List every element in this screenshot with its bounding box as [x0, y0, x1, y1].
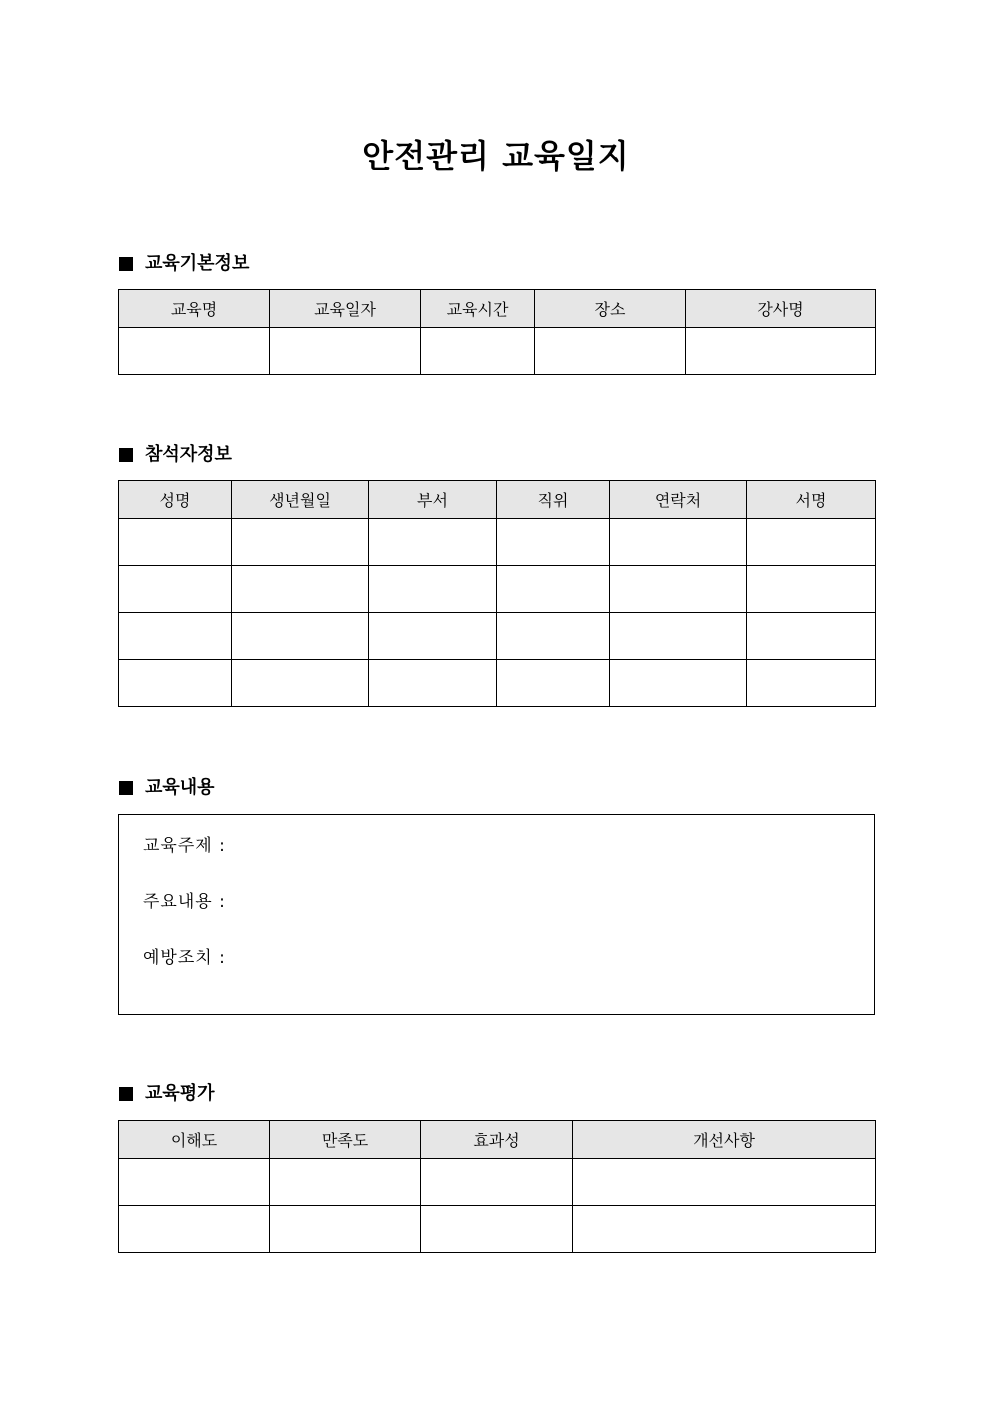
- column-header: 이해도: [119, 1121, 270, 1159]
- table-cell[interactable]: [232, 519, 369, 566]
- table-cell[interactable]: [369, 660, 497, 707]
- attendees-table: [118, 480, 876, 707]
- basic-info-table: [118, 289, 876, 375]
- section-heading-label: 교육평가: [145, 1083, 215, 1104]
- table-cell[interactable]: [747, 613, 876, 660]
- content-line-topic: 교육주제 :: [143, 836, 226, 856]
- evaluation-table: [118, 1120, 876, 1253]
- table-row: [119, 328, 876, 375]
- table-cell[interactable]: [610, 660, 747, 707]
- table-cell[interactable]: [369, 566, 497, 613]
- black-square-icon: [119, 257, 133, 271]
- table-cell[interactable]: [421, 1206, 573, 1253]
- table-cell[interactable]: [119, 519, 232, 566]
- table-cell[interactable]: [119, 566, 232, 613]
- table-cell[interactable]: [270, 1159, 421, 1206]
- black-square-icon: [119, 1087, 133, 1101]
- table-cell[interactable]: [119, 660, 232, 707]
- table-cell[interactable]: [369, 519, 497, 566]
- table-cell[interactable]: [610, 519, 747, 566]
- column-header: 효과성: [421, 1121, 573, 1159]
- table-cell[interactable]: [119, 1206, 270, 1253]
- table-cell[interactable]: [497, 566, 610, 613]
- table-cell[interactable]: [119, 328, 270, 375]
- table-cell[interactable]: [270, 328, 421, 375]
- table-cell[interactable]: [421, 1159, 573, 1206]
- table-cell[interactable]: [747, 519, 876, 566]
- column-header: 교육명: [119, 290, 270, 328]
- column-header: 생년월일: [232, 481, 369, 519]
- table-cell[interactable]: [573, 1206, 876, 1253]
- table-cell[interactable]: [573, 1159, 876, 1206]
- column-header: 만족도: [270, 1121, 421, 1159]
- column-header: 강사명: [686, 290, 876, 328]
- column-header: 장소: [535, 290, 686, 328]
- table-cell[interactable]: [610, 566, 747, 613]
- table-cell[interactable]: [686, 328, 876, 375]
- table-row: [119, 519, 876, 566]
- table-row: [119, 1206, 876, 1253]
- section-heading-evaluation: [119, 1082, 215, 1106]
- table-row: [119, 613, 876, 660]
- black-square-icon: [119, 448, 133, 462]
- table-cell[interactable]: [497, 660, 610, 707]
- table-cell[interactable]: [232, 613, 369, 660]
- section-heading-basic-info: [119, 252, 249, 276]
- table-row: [119, 1159, 876, 1206]
- column-header: 교육일자: [270, 290, 421, 328]
- table-header-row: [119, 481, 876, 519]
- table-row: [119, 660, 876, 707]
- content-line-prevention: 예방조치 :: [143, 948, 226, 968]
- table-cell[interactable]: [119, 613, 232, 660]
- column-header: 성명: [119, 481, 232, 519]
- table-cell[interactable]: [119, 1159, 270, 1206]
- table-row: [119, 566, 876, 613]
- column-header: 교육시간: [421, 290, 535, 328]
- table-cell[interactable]: [232, 660, 369, 707]
- section-heading-content: [119, 776, 215, 800]
- section-heading-attendees: [119, 443, 232, 467]
- table-cell[interactable]: [497, 613, 610, 660]
- table-cell[interactable]: [535, 328, 686, 375]
- table-cell[interactable]: [232, 566, 369, 613]
- table-cell[interactable]: [369, 613, 497, 660]
- content-line-main: 주요내용 :: [143, 892, 226, 912]
- black-square-icon: [119, 781, 133, 795]
- document-title: 안전관리 교육일지: [362, 137, 630, 175]
- table-cell[interactable]: [497, 519, 610, 566]
- table-header-row: [119, 290, 876, 328]
- content-box[interactable]: [118, 814, 875, 1015]
- section-heading-label: 교육내용: [145, 777, 215, 798]
- section-heading-label: 참석자정보: [145, 444, 232, 465]
- table-cell[interactable]: [610, 613, 747, 660]
- column-header: 부서: [369, 481, 497, 519]
- section-heading-label: 교육기본정보: [145, 253, 250, 274]
- column-header: 서명: [747, 481, 876, 519]
- column-header: 직위: [497, 481, 610, 519]
- table-cell[interactable]: [270, 1206, 421, 1253]
- table-header-row: [119, 1121, 876, 1159]
- table-cell[interactable]: [747, 660, 876, 707]
- table-cell[interactable]: [421, 328, 535, 375]
- table-cell[interactable]: [747, 566, 876, 613]
- column-header: 연락처: [610, 481, 747, 519]
- column-header: 개선사항: [573, 1121, 876, 1159]
